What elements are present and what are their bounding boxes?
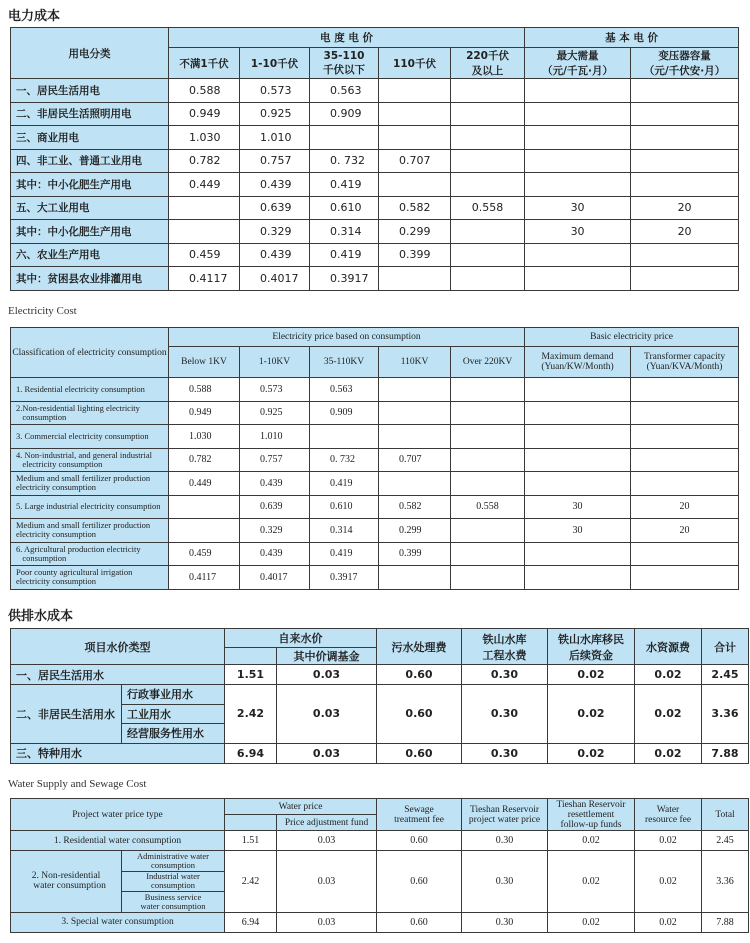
value-cell [525,378,631,402]
table-row [11,448,739,472]
value-cell: 1.030 [169,126,240,150]
value-cell: 2.45 [702,831,749,851]
value-cell: 0.02 [635,665,702,685]
consumption-price-header: 电 度 电 价 [169,28,525,48]
value-cell [451,173,525,197]
water-cn-title: 供排水成本 [8,609,74,624]
value-cell: 0.925 [240,401,310,425]
value-cell [379,267,451,291]
value-cell: 0.563 [310,378,379,402]
value-cell [379,401,451,425]
row-label: 一、居民生活用电 [11,79,169,103]
table-row [11,495,739,519]
row-label: 五、大工业用电 [11,196,169,220]
value-cell [631,243,739,267]
row-label: 2. Non-residential water consumption [11,851,122,913]
row-label: 4. Non-industrial, and general industrial electricity consumption [11,448,169,472]
value-cell: 1.51 [225,831,277,851]
row-label: 1. Residential electricity consumption [11,378,169,402]
value-cell [525,401,631,425]
electricity-cn-table [10,27,739,291]
tap-water-header: 自来水价 [225,629,377,648]
value-cell: 0.60 [377,665,462,685]
value-cell: 0.03 [277,831,377,851]
value-cell [631,173,739,197]
classification-header: Classification of electricity consumption [11,328,169,378]
value-cell: 0.329 [240,220,310,244]
value-cell: 0.02 [548,665,635,685]
value-cell: 0.314 [310,220,379,244]
reservoir-header: Tieshan Reservoir project water price [462,799,548,831]
value-cell [451,267,525,291]
value-cell: 0.30 [462,685,548,744]
row-label: 1. Residential water consumption [11,831,225,851]
value-cell: 3.36 [702,685,749,744]
value-cell: 0.439 [240,542,310,566]
value-cell: 1.010 [240,126,310,150]
value-cell [525,472,631,496]
table-row [11,743,749,763]
row-label: 其中：中小化肥生产用电 [11,220,169,244]
value-cell [525,243,631,267]
sub-row-label: Industrial water consumption [122,871,225,892]
column-header: 变压器容量 （元/千伏安·月） [631,48,739,79]
value-cell: 0.4117 [169,267,240,291]
electricity-cn-title: 电力成本 [8,9,61,24]
value-cell: 3.36 [702,851,749,913]
value-cell: 0.60 [377,831,462,851]
value-cell: 1.010 [240,425,310,449]
value-cell: 2.42 [225,685,277,744]
total-header: Total [702,799,749,831]
value-cell: 0.582 [379,196,451,220]
value-cell: 0.909 [310,102,379,126]
column-header: 35-110KV [310,347,379,378]
table-row [11,220,739,244]
value-cell: 0.60 [377,912,462,932]
value-cell [631,267,739,291]
value-cell [169,220,240,244]
value-cell [525,79,631,103]
value-cell: 0.02 [635,685,702,744]
value-cell [379,79,451,103]
value-cell [631,378,739,402]
row-label: 二、非居民生活照明用电 [11,102,169,126]
value-cell: 0.299 [379,220,451,244]
value-cell [451,220,525,244]
row-label: 其中：中小化肥生产用电 [11,173,169,197]
value-cell: 0.707 [379,149,451,173]
value-cell: 6.94 [225,743,277,763]
value-cell [525,149,631,173]
value-cell: 0.30 [462,743,548,763]
value-cell [379,173,451,197]
value-cell: 30 [525,495,631,519]
value-cell: 0.30 [462,665,548,685]
row-label: 三、商业用电 [11,126,169,150]
type-header: 项目水价类型 [11,629,225,665]
value-cell: 0.610 [310,495,379,519]
value-cell: 20 [631,519,739,543]
value-cell: 0.02 [635,831,702,851]
value-cell: 30 [525,519,631,543]
value-cell: 0.02 [548,831,635,851]
value-cell [631,472,739,496]
value-cell: 0.419 [310,472,379,496]
value-cell: 7.88 [702,743,749,763]
value-cell: 0.639 [240,196,310,220]
value-cell: 0.60 [377,851,462,913]
table-row [11,102,739,126]
value-cell [451,401,525,425]
value-cell: 0.757 [240,149,310,173]
row-label: 四、非工业、普通工业用电 [11,149,169,173]
value-cell [451,566,525,590]
row-label: 其中：贫困县农业排灌用电 [11,267,169,291]
value-cell: 0.30 [462,851,548,913]
value-cell: 0.558 [451,196,525,220]
row-label: 三、特种用水 [11,743,225,763]
column-header: 35-110 千伏以下 [310,48,379,79]
value-cell: 0.449 [169,472,240,496]
row-label: 2.Non-residential lighting electricity consumption [11,401,169,425]
table-row [11,173,739,197]
value-cell [631,102,739,126]
value-cell [451,79,525,103]
resettlement-header: Tieshan Reservoir resettlement follow-up funds [548,799,635,831]
table-row [11,542,739,566]
value-cell: 0.399 [379,542,451,566]
value-cell: 0.573 [240,79,310,103]
value-cell: 0.588 [169,378,240,402]
value-cell: 0.02 [548,685,635,744]
value-cell: 0.459 [169,243,240,267]
value-cell: 0.399 [379,243,451,267]
value-cell [379,126,451,150]
tap-water-blank-header [225,815,277,831]
value-cell: 0.30 [462,912,548,932]
value-cell: 30 [525,196,631,220]
table-row [11,472,739,496]
value-cell [631,126,739,150]
table-row [11,79,739,103]
value-cell [451,425,525,449]
value-cell [525,542,631,566]
price-adjustment-fund-header: Price adjustment fund [277,815,377,831]
value-cell [379,472,451,496]
basic-price-header: 基 本 电 价 [525,28,739,48]
row-label: 6. Agricultural production electricity consumption [11,542,169,566]
value-cell [451,472,525,496]
sub-row-label: Administrative water consumption [122,851,225,872]
row-label: Medium and small fertilizer production electricity consumption [11,472,169,496]
value-cell: 0.439 [240,173,310,197]
value-cell: 6.94 [225,912,277,932]
value-cell: 0. 732 [310,149,379,173]
value-cell [525,126,631,150]
value-cell [451,519,525,543]
sewage-header: Sewage treatment fee [377,799,462,831]
electricity-en-title: Electricity Cost [8,305,77,317]
table-row [11,149,739,173]
value-cell: 20 [631,495,739,519]
value-cell: 0.329 [240,519,310,543]
value-cell [631,425,739,449]
value-cell [379,102,451,126]
value-cell: 0.02 [548,743,635,763]
value-cell: 0.925 [240,102,310,126]
value-cell [379,566,451,590]
value-cell [310,126,379,150]
value-cell: 0.588 [169,79,240,103]
resource-header: Water resource fee [635,799,702,831]
table-row [11,401,739,425]
value-cell [451,243,525,267]
value-cell [525,425,631,449]
row-label: 5. Large industrial electricity consumption [11,495,169,519]
value-cell: 0.439 [240,243,310,267]
value-cell [525,173,631,197]
resettlement-header: 铁山水库移民 后续资金 [548,629,635,665]
water-cn-table [10,628,749,764]
value-cell [631,448,739,472]
value-cell: 0.610 [310,196,379,220]
table-row [11,196,739,220]
sub-row-label: 经营服务性用水 [122,724,225,744]
value-cell [451,126,525,150]
type-header: Project water price type [11,799,225,831]
value-cell: 0.02 [548,851,635,913]
value-cell: 1.030 [169,425,240,449]
value-cell: 0.4017 [240,267,310,291]
column-header: Maximum demand (Yuan/KW/Month) [525,347,631,378]
table-row [11,566,739,590]
value-cell: 0.419 [310,542,379,566]
total-header: 合计 [702,629,749,665]
value-cell: 20 [631,196,739,220]
table-row [11,665,749,685]
column-header: Below 1KV [169,347,240,378]
value-cell: 0.3917 [310,566,379,590]
sub-row-label: Business service water consumption [122,892,225,913]
value-cell [631,566,739,590]
value-cell [451,542,525,566]
water-en-title: Water Supply and Sewage Cost [8,778,147,790]
value-cell: 0.314 [310,519,379,543]
value-cell: 0.949 [169,401,240,425]
value-cell: 7.88 [702,912,749,932]
value-cell: 0.02 [548,912,635,932]
column-header: 最大需量 （元/千瓦·月） [525,48,631,79]
table-row [11,243,739,267]
value-cell [631,542,739,566]
value-cell [379,378,451,402]
row-label: Medium and small fertilizer production electricity consumption [11,519,169,543]
value-cell: 0.03 [277,851,377,913]
row-label: 一、居民生活用水 [11,665,225,685]
column-header: 110千伏 [379,48,451,79]
sub-row-label: 行政事业用水 [122,685,225,705]
value-cell [525,448,631,472]
value-cell: 0.757 [240,448,310,472]
value-cell: 0.782 [169,448,240,472]
value-cell: 0.573 [240,378,310,402]
row-label: 六、农业生产用电 [11,243,169,267]
value-cell [310,425,379,449]
value-cell [451,102,525,126]
column-header: Over 220KV [451,347,525,378]
column-header: 220千伏 及以上 [451,48,525,79]
value-cell: 0.419 [310,173,379,197]
table-row [11,425,739,449]
value-cell: 0.02 [635,743,702,763]
value-cell: 0.439 [240,472,310,496]
value-cell [169,495,240,519]
row-label: 3. Commercial electricity consumption [11,425,169,449]
row-label: Poor county agricultural irrigation electricity consumption [11,566,169,590]
value-cell: 0.03 [277,685,377,744]
tap-water-header: Water price [225,799,377,815]
table-row [11,519,739,543]
basic-price-header: Basic electricity price [525,328,739,347]
value-cell: 0.03 [277,743,377,763]
value-cell: 0.419 [310,243,379,267]
value-cell: 0.60 [377,685,462,744]
value-cell: 0.782 [169,149,240,173]
row-label: 3. Special water consumption [11,912,225,932]
value-cell: 0.02 [635,851,702,913]
value-cell: 0.582 [379,495,451,519]
value-cell [169,196,240,220]
value-cell: 0.909 [310,401,379,425]
value-cell [631,79,739,103]
value-cell [379,425,451,449]
table-row [11,851,749,872]
sewage-header: 污水处理费 [377,629,462,665]
value-cell: 0.30 [462,831,548,851]
value-cell: 0.563 [310,79,379,103]
column-header: 1-10千伏 [240,48,310,79]
table-row [11,831,749,851]
value-cell: 0.299 [379,519,451,543]
column-header: 1-10KV [240,347,310,378]
value-cell: 0.03 [277,665,377,685]
value-cell [631,149,739,173]
value-cell [525,102,631,126]
sub-row-label: 工业用水 [122,704,225,724]
table-row [11,685,749,705]
value-cell: 0.558 [451,495,525,519]
value-cell: 0. 732 [310,448,379,472]
value-cell: 0.639 [240,495,310,519]
column-header: Transformer capacity (Yuan/KVA/Month) [631,347,739,378]
table-row [11,126,739,150]
table-row [11,378,739,402]
consumption-price-header: Electricity price based on consumption [169,328,525,347]
value-cell: 0.459 [169,542,240,566]
value-cell: 0.4017 [240,566,310,590]
column-header: 110KV [379,347,451,378]
electricity-en-table [10,327,739,590]
value-cell: 1.51 [225,665,277,685]
reservoir-header: 铁山水库 工程水费 [462,629,548,665]
value-cell: 2.45 [702,665,749,685]
value-cell: 0.4117 [169,566,240,590]
row-label: 二、非居民生活用水 [11,685,122,744]
value-cell [169,519,240,543]
table-row [11,267,739,291]
value-cell: 2.42 [225,851,277,913]
classification-header: 用电分类 [11,28,169,79]
value-cell: 20 [631,220,739,244]
resource-header: 水资源费 [635,629,702,665]
value-cell [631,401,739,425]
value-cell: 0.60 [377,743,462,763]
tap-water-blank-header [225,648,277,665]
value-cell: 30 [525,220,631,244]
value-cell: 0.02 [635,912,702,932]
value-cell [451,448,525,472]
table-row [11,912,749,932]
column-header: 不满1千伏 [169,48,240,79]
value-cell [451,378,525,402]
water-en-table [10,798,749,933]
value-cell: 0.3917 [310,267,379,291]
value-cell [525,267,631,291]
value-cell: 0.707 [379,448,451,472]
value-cell: 0.03 [277,912,377,932]
value-cell [451,149,525,173]
value-cell [525,566,631,590]
price-adjustment-fund-header: 其中价调基金 [277,648,377,665]
value-cell: 0.449 [169,173,240,197]
value-cell: 0.949 [169,102,240,126]
